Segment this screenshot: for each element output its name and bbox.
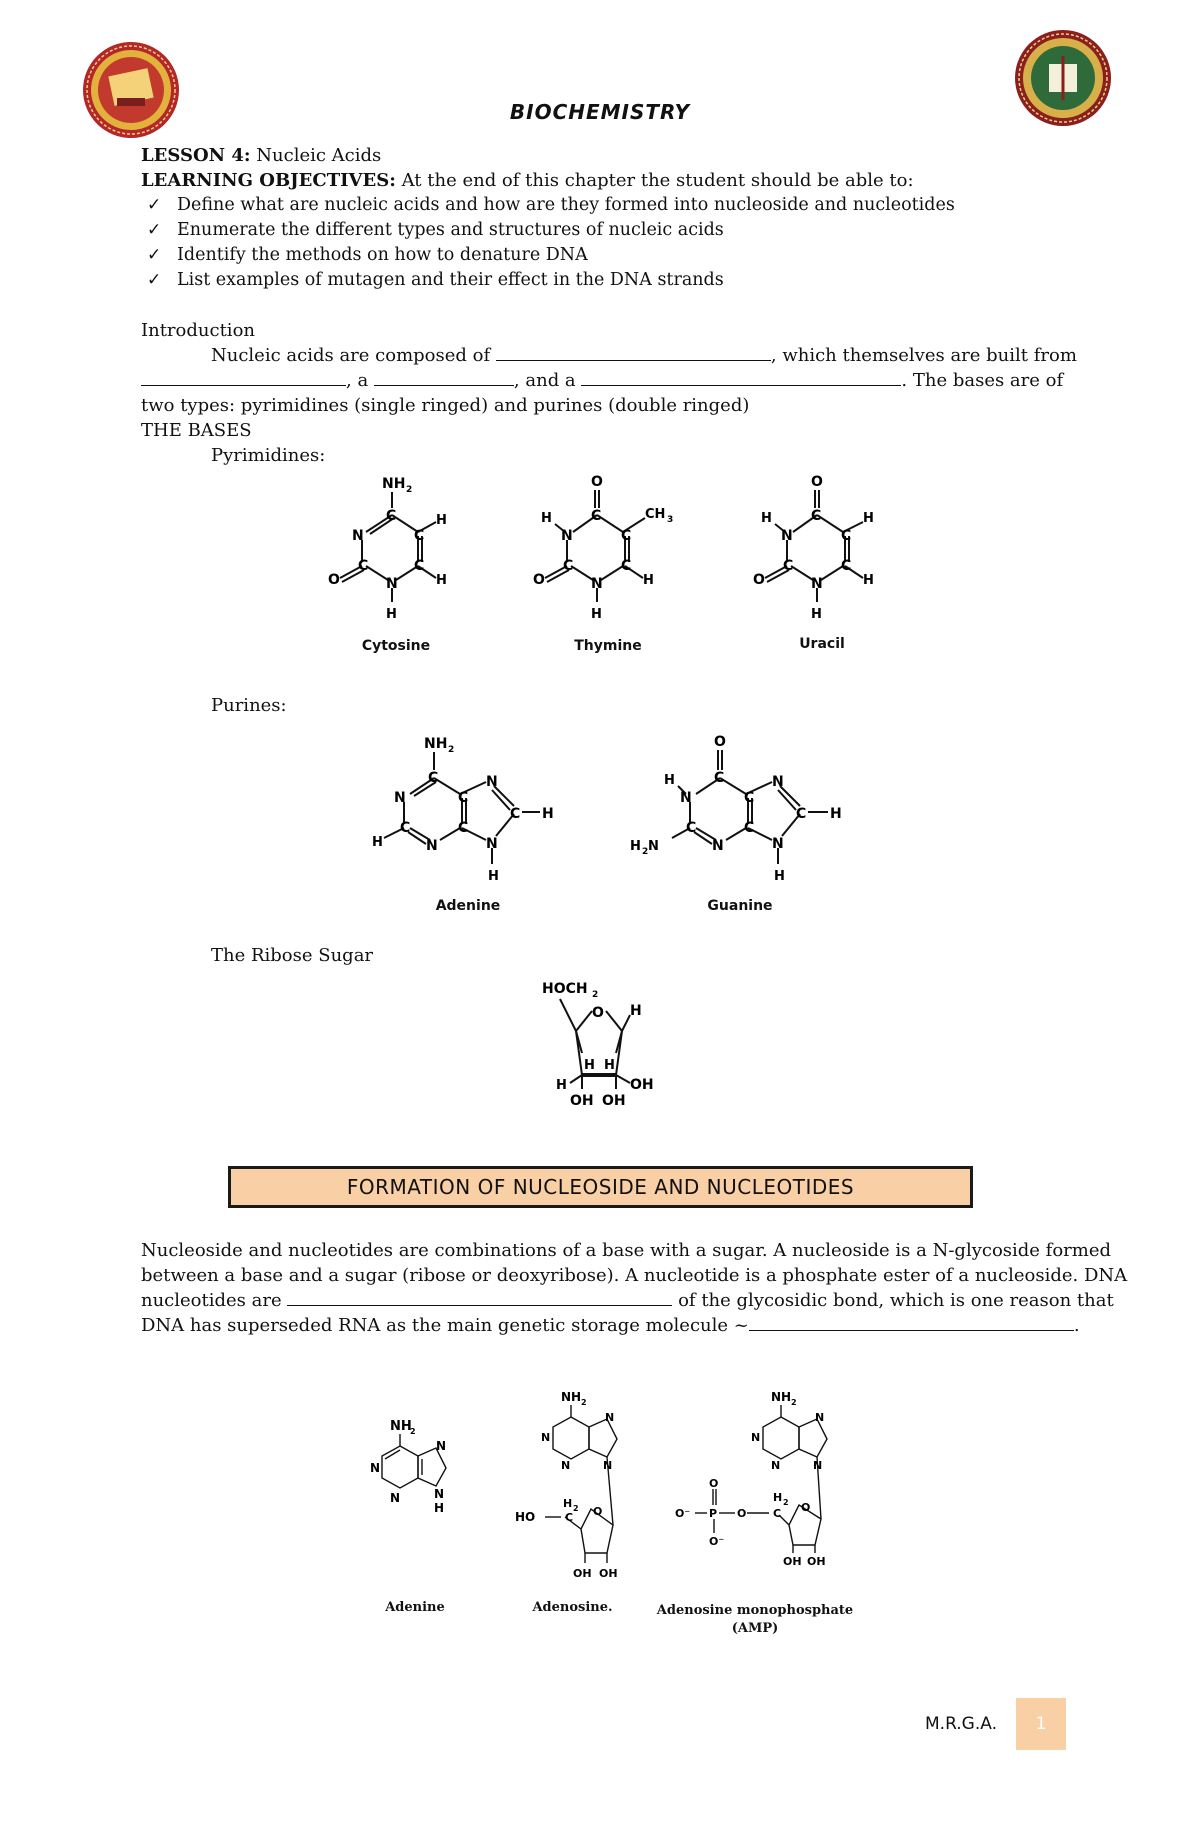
svg-text:H: H bbox=[830, 806, 842, 822]
svg-text:N: N bbox=[352, 528, 364, 544]
fill-blank bbox=[374, 371, 514, 386]
svg-text:NH: NH bbox=[561, 1390, 582, 1404]
svg-text:H: H bbox=[630, 839, 641, 854]
svg-text:N: N bbox=[541, 1431, 551, 1444]
fill-blank bbox=[496, 346, 771, 361]
svg-text:N: N bbox=[771, 1459, 781, 1472]
page-number: 1 bbox=[1016, 1698, 1066, 1750]
svg-text:2: 2 bbox=[406, 485, 413, 495]
svg-text:O: O bbox=[591, 474, 603, 490]
svg-text:O: O bbox=[811, 474, 823, 490]
svg-text:H: H bbox=[863, 511, 874, 526]
svg-text:2: 2 bbox=[581, 1398, 587, 1407]
svg-text:H: H bbox=[811, 607, 822, 622]
pyrimidines-label: Pyrimidines: bbox=[211, 445, 326, 466]
svg-text:N: N bbox=[648, 839, 659, 854]
svg-text:C: C bbox=[358, 558, 369, 574]
svg-text:OH: OH bbox=[783, 1555, 802, 1568]
svg-text:OH: OH bbox=[602, 1093, 626, 1109]
svg-text:C: C bbox=[591, 508, 602, 524]
fill-blank bbox=[581, 371, 901, 386]
svg-text:O⁻: O⁻ bbox=[709, 1535, 725, 1548]
svg-text:N: N bbox=[434, 1487, 445, 1501]
svg-text:NH: NH bbox=[382, 476, 406, 492]
svg-text:N: N bbox=[486, 774, 498, 790]
svg-text:O: O bbox=[533, 572, 545, 588]
lesson-label: LESSON 4: bbox=[141, 145, 251, 166]
svg-text:C: C bbox=[686, 820, 697, 836]
svg-text:NH: NH bbox=[424, 736, 448, 752]
purines-label: Purines: bbox=[211, 695, 287, 716]
svg-text:H: H bbox=[542, 806, 554, 822]
svg-text:H: H bbox=[863, 573, 874, 588]
svg-text:N: N bbox=[815, 1411, 825, 1424]
svg-text:N: N bbox=[561, 1459, 571, 1472]
checkmark-icon: ✓ bbox=[147, 270, 162, 290]
svg-text:2: 2 bbox=[573, 1504, 579, 1513]
svg-text:H: H bbox=[556, 1078, 567, 1093]
author-initials: M.R.G.A. bbox=[925, 1714, 997, 1734]
svg-text:C: C bbox=[714, 770, 725, 786]
svg-text:HO: HO bbox=[515, 1510, 536, 1524]
svg-text:C: C bbox=[565, 1511, 574, 1524]
svg-text:H: H bbox=[434, 1501, 445, 1515]
section-line-1: Nucleoside and nucleotides are combinations of a base with a sugar. A nucleoside is a N-glycoside formed bbox=[141, 1240, 1112, 1261]
svg-text:C: C bbox=[773, 1507, 782, 1520]
svg-text:H: H bbox=[563, 1497, 573, 1510]
lesson-line bbox=[141, 145, 381, 166]
svg-text:C: C bbox=[563, 558, 574, 574]
section-line-2: between a base and a sugar (ribose or deoxyribose). A nucleotide is a phosphate ester of a nucleoside. DNA bbox=[141, 1265, 1128, 1286]
objective-item: ✓ List examples of mutagen and their effect in the DNA strands bbox=[147, 270, 724, 290]
svg-text:O⁻: O⁻ bbox=[675, 1507, 691, 1520]
svg-text:N: N bbox=[772, 836, 784, 852]
svg-text:H: H bbox=[591, 607, 602, 622]
svg-text:C: C bbox=[621, 528, 632, 544]
svg-text:N: N bbox=[370, 1461, 381, 1475]
svg-text:H: H bbox=[541, 511, 552, 526]
svg-text:N: N bbox=[751, 1431, 761, 1444]
svg-text:C: C bbox=[414, 558, 425, 574]
svg-text:O: O bbox=[714, 734, 726, 750]
svg-text:N: N bbox=[680, 790, 692, 806]
fill-blank bbox=[287, 1291, 672, 1306]
adenosine-structure bbox=[505, 1385, 645, 1585]
svg-text:NH: NH bbox=[390, 1419, 412, 1434]
svg-text:N: N bbox=[386, 576, 398, 592]
svg-text:P: P bbox=[709, 1507, 718, 1520]
amp-structure bbox=[665, 1385, 855, 1585]
amp-figure-label: Adenosine monophosphate bbox=[656, 1603, 854, 1618]
svg-text:3: 3 bbox=[667, 515, 674, 525]
ribose-structure bbox=[530, 975, 680, 1125]
svg-text:H: H bbox=[773, 1491, 783, 1504]
cytosine-label: Cytosine bbox=[361, 638, 431, 654]
fill-blank bbox=[749, 1316, 1074, 1331]
svg-text:C: C bbox=[428, 770, 439, 786]
svg-text:N: N bbox=[486, 836, 498, 852]
lesson-name: Nucleic Acids bbox=[256, 145, 382, 166]
intro-line-1: Nucleic acids are composed of , which themselves are built from bbox=[211, 345, 1077, 366]
intro-line-2: , a , and a . The bases are of bbox=[141, 370, 1063, 391]
svg-text:OH: OH bbox=[599, 1567, 618, 1580]
svg-text:H: H bbox=[584, 1058, 595, 1073]
svg-text:C: C bbox=[621, 558, 632, 574]
svg-text:O: O bbox=[737, 1507, 747, 1520]
svg-text:C: C bbox=[400, 820, 411, 836]
svg-text:N: N bbox=[426, 838, 438, 854]
bases-heading: THE BASES bbox=[141, 420, 252, 441]
svg-text:OH: OH bbox=[570, 1093, 594, 1109]
svg-text:2: 2 bbox=[791, 1398, 797, 1407]
svg-text:C: C bbox=[796, 806, 807, 822]
checkmark-icon: ✓ bbox=[147, 220, 162, 240]
svg-text:H: H bbox=[604, 1058, 615, 1073]
svg-text:OH: OH bbox=[807, 1555, 826, 1568]
svg-text:2: 2 bbox=[783, 1498, 789, 1507]
svg-text:N: N bbox=[712, 838, 724, 854]
svg-text:N: N bbox=[561, 528, 573, 544]
svg-text:OH: OH bbox=[630, 1077, 654, 1093]
uracil-structure bbox=[745, 470, 895, 630]
svg-text:H: H bbox=[488, 869, 499, 884]
objective-item: ✓ Identify the methods on how to denature DNA bbox=[147, 245, 588, 265]
objective-item: ✓ Enumerate the different types and structures of nucleic acids bbox=[147, 220, 724, 240]
svg-text:H: H bbox=[386, 607, 397, 622]
svg-text:N: N bbox=[436, 1439, 447, 1453]
svg-text:H: H bbox=[643, 573, 654, 588]
svg-text:OH: OH bbox=[573, 1567, 592, 1580]
svg-text:N: N bbox=[811, 576, 823, 592]
svg-text:O: O bbox=[328, 572, 340, 588]
fill-blank bbox=[141, 371, 346, 386]
svg-text:N: N bbox=[591, 576, 603, 592]
svg-text:N: N bbox=[605, 1411, 615, 1424]
guanine-structure bbox=[628, 730, 868, 890]
intro-line-3: two types: pyrimidines (single ringed) and purines (double ringed) bbox=[141, 395, 750, 416]
svg-text:CH: CH bbox=[645, 507, 666, 522]
adenosine-figure-label: Adenosine. bbox=[532, 1600, 613, 1615]
cytosine-structure bbox=[320, 470, 470, 630]
amp-abbrev-label: (AMP) bbox=[731, 1621, 779, 1636]
svg-text:O: O bbox=[593, 1505, 603, 1518]
svg-text:H: H bbox=[436, 513, 447, 528]
svg-text:C: C bbox=[841, 528, 852, 544]
thymine-structure bbox=[525, 470, 685, 630]
svg-text:C: C bbox=[811, 508, 822, 524]
guanine-label: Guanine bbox=[707, 898, 773, 914]
ribose-label: The Ribose Sugar bbox=[211, 945, 374, 966]
adenine-structure bbox=[360, 730, 580, 890]
svg-text:O: O bbox=[709, 1477, 719, 1490]
svg-text:C: C bbox=[386, 508, 397, 524]
svg-text:2: 2 bbox=[448, 745, 455, 755]
svg-text:H: H bbox=[372, 835, 383, 850]
svg-text:2: 2 bbox=[642, 847, 649, 857]
svg-text:C: C bbox=[414, 528, 425, 544]
svg-text:HOCH: HOCH bbox=[542, 981, 588, 997]
svg-text:2: 2 bbox=[410, 1427, 416, 1436]
section-line-3: nucleotides are of the glycosidic bond, which is one reason that bbox=[141, 1290, 1114, 1311]
checkmark-icon: ✓ bbox=[147, 195, 162, 215]
svg-text:N: N bbox=[813, 1459, 823, 1472]
svg-text:O: O bbox=[801, 1501, 811, 1514]
svg-text:N: N bbox=[781, 528, 793, 544]
objectives-line bbox=[141, 170, 914, 191]
svg-text:O: O bbox=[753, 572, 765, 588]
objectives-intro: At the end of this chapter the student should be able to: bbox=[401, 170, 914, 191]
university-logo bbox=[81, 40, 181, 140]
svg-text:N: N bbox=[772, 774, 784, 790]
svg-text:H: H bbox=[630, 1003, 642, 1019]
svg-text:C: C bbox=[510, 806, 521, 822]
uracil-label: Uracil bbox=[799, 636, 845, 652]
svg-text:H: H bbox=[774, 869, 785, 884]
svg-text:C: C bbox=[744, 820, 755, 836]
svg-text:NH: NH bbox=[771, 1390, 792, 1404]
intro-heading: Introduction bbox=[141, 320, 255, 341]
svg-text:N: N bbox=[390, 1491, 401, 1505]
objectives-label: LEARNING OBJECTIVES: bbox=[141, 170, 396, 191]
adenine-small-structure bbox=[360, 1410, 470, 1540]
adenine-figure-label: Adenine bbox=[385, 1600, 445, 1615]
svg-text:H: H bbox=[436, 573, 447, 588]
svg-text:C: C bbox=[783, 558, 794, 574]
objective-item: ✓ Define what are nucleic acids and how are they formed into nucleoside and nucleotides bbox=[147, 195, 955, 215]
svg-text:C: C bbox=[744, 790, 755, 806]
svg-text:C: C bbox=[458, 790, 469, 806]
thymine-label: Thymine bbox=[574, 638, 642, 654]
svg-text:H: H bbox=[761, 511, 772, 526]
section-banner: FORMATION OF NUCLEOSIDE AND NUCLEOTIDES bbox=[228, 1166, 973, 1208]
svg-text:H: H bbox=[664, 773, 675, 788]
svg-text:O: O bbox=[592, 1005, 604, 1021]
svg-text:C: C bbox=[841, 558, 852, 574]
svg-text:2: 2 bbox=[592, 990, 599, 1000]
adenine-label: Adenine bbox=[435, 898, 501, 914]
svg-text:N: N bbox=[603, 1459, 613, 1472]
svg-text:N: N bbox=[394, 790, 406, 806]
document-title: BIOCHEMISTRY bbox=[509, 100, 691, 124]
section-line-4: DNA has superseded RNA as the main genetic storage molecule ~ . bbox=[141, 1315, 1080, 1336]
svg-text:C: C bbox=[458, 820, 469, 836]
checkmark-icon: ✓ bbox=[147, 245, 162, 265]
